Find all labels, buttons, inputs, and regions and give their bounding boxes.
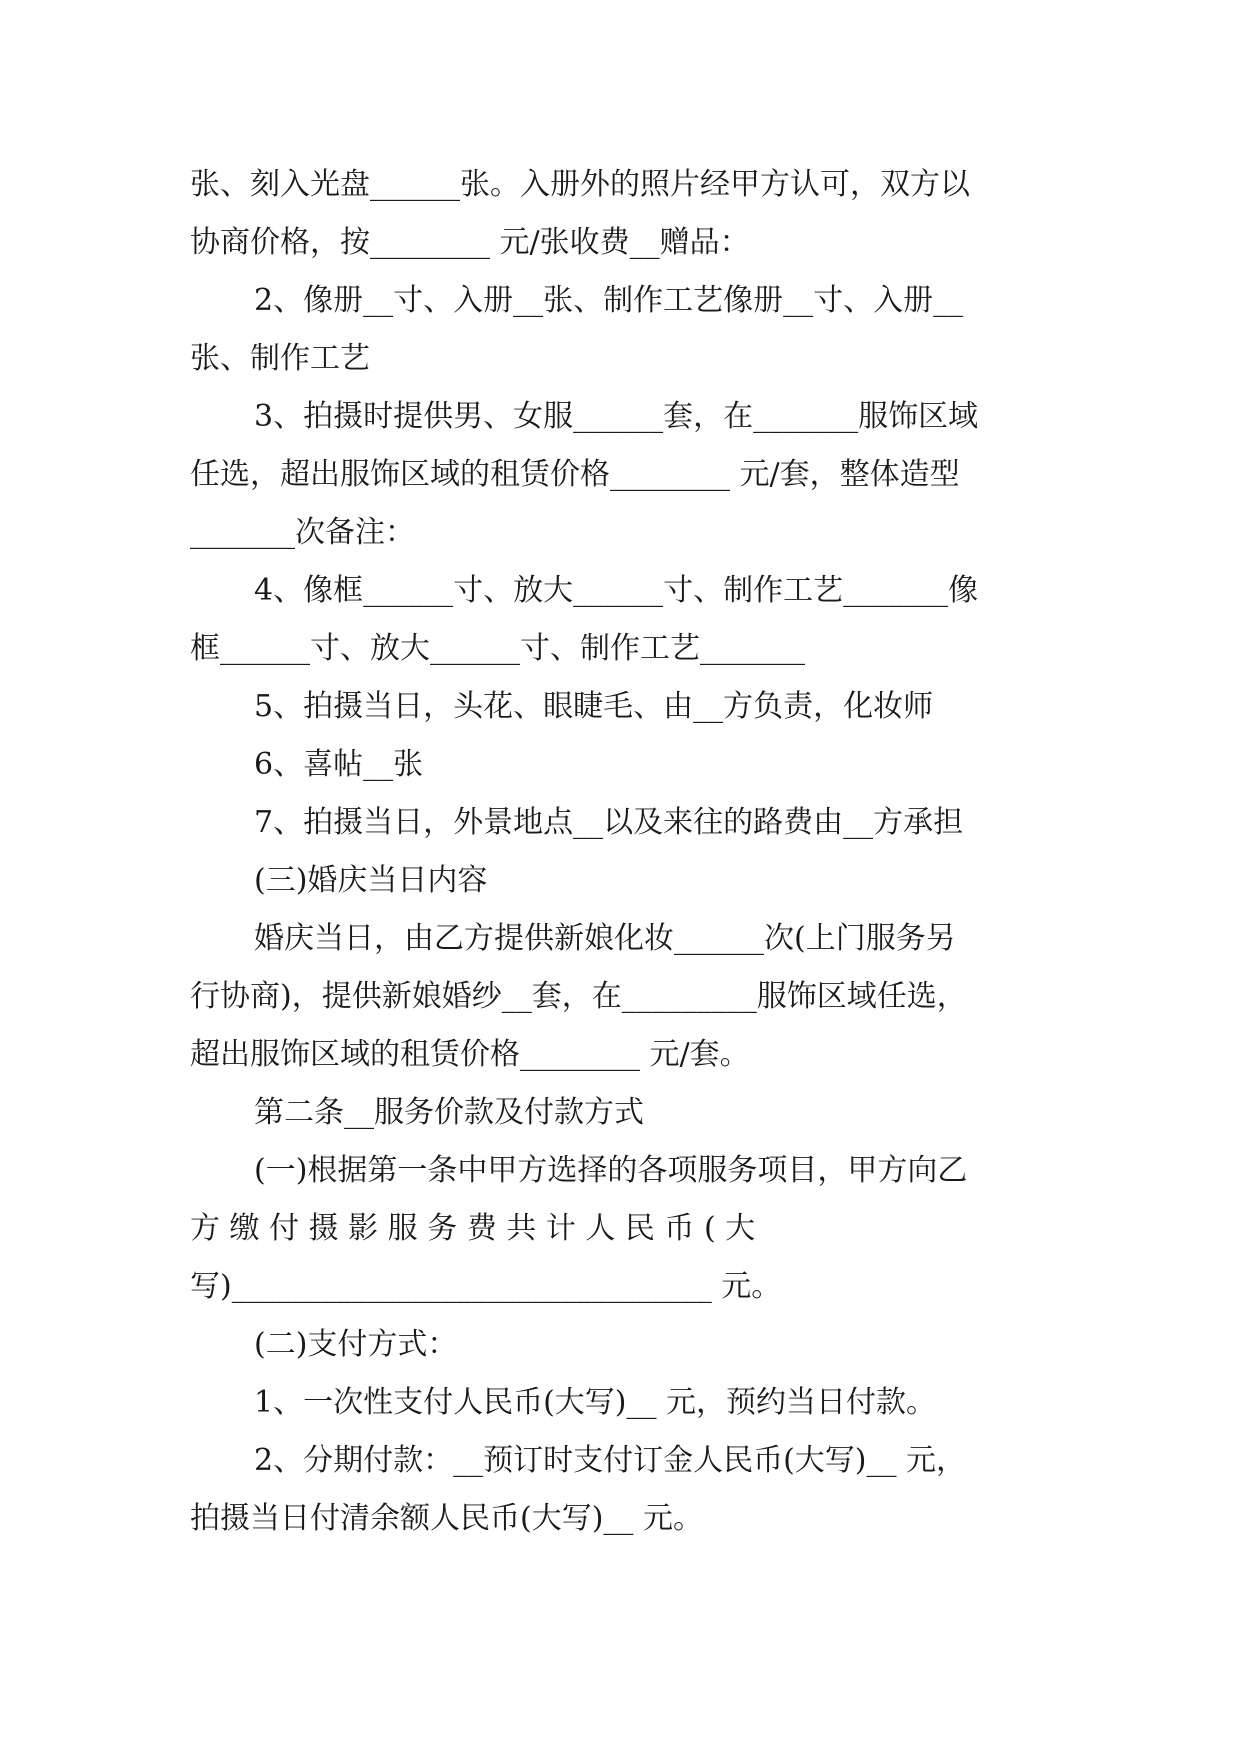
- section-heading: (三)婚庆当日内容: [254, 863, 488, 898]
- text-line: 方 缴 付 摄 影 服 务 费 共 计 人 民 币 ( 大: [190, 1211, 756, 1246]
- text-line: 超出服饰区域的租赁价格________ 元/套。: [190, 1037, 750, 1072]
- text-line: 拍摄当日付清余额人民币(大写)__ 元。: [190, 1501, 703, 1536]
- text-line: 6、喜帖__张: [254, 747, 424, 782]
- article-heading: 第二条__服务价款及付款方式: [254, 1095, 644, 1130]
- text-line: 框______寸、放大______寸、制作工艺_______: [190, 631, 805, 666]
- text-line: (一)根据第一条中甲方选择的各项服务项目，甲方向乙: [254, 1153, 968, 1188]
- text-line: 写)________________________________ 元。: [190, 1269, 782, 1304]
- text-line: 张、制作工艺: [190, 341, 370, 376]
- text-line: 2、像册__寸、入册__张、制作工艺像册__寸、入册__: [254, 283, 964, 318]
- text-line: 张、刻入光盘______张。入册外的照片经甲方认可，双方以: [190, 167, 970, 202]
- text-line: 任选，超出服饰区域的租赁价格________ 元/套，整体造型: [190, 457, 960, 492]
- text-line: 3、拍摄时提供男、女服______套，在_______服饰区域: [254, 399, 979, 434]
- text-line: 婚庆当日，由乙方提供新娘化妆______次(上门服务另: [254, 921, 956, 956]
- text-line: 2、分期付款：__预订时支付订金人民币(大写)__ 元，: [254, 1443, 967, 1478]
- text-line: 协商价格，按________ 元/张收费__赠品：: [190, 225, 750, 260]
- text-line: 7、拍摄当日，外景地点__以及来往的路费由__方承担: [254, 805, 964, 840]
- text-line: 行协商)，提供新娘婚纱__套，在_________服饰区域任选，: [190, 979, 967, 1014]
- text-line: 5、拍摄当日，头花、眼睫毛、由__方负责，化妆师: [254, 689, 934, 724]
- section-heading: (二)支付方式：: [254, 1327, 458, 1362]
- text-line: 1、一次性支付人民币(大写)__ 元，预约当日付款。: [254, 1385, 937, 1420]
- text-line: 4、像框______寸、放大______寸、制作工艺_______像: [254, 573, 979, 608]
- document-body: [190, 156, 1070, 1548]
- text-line: _______次备注：: [190, 515, 415, 550]
